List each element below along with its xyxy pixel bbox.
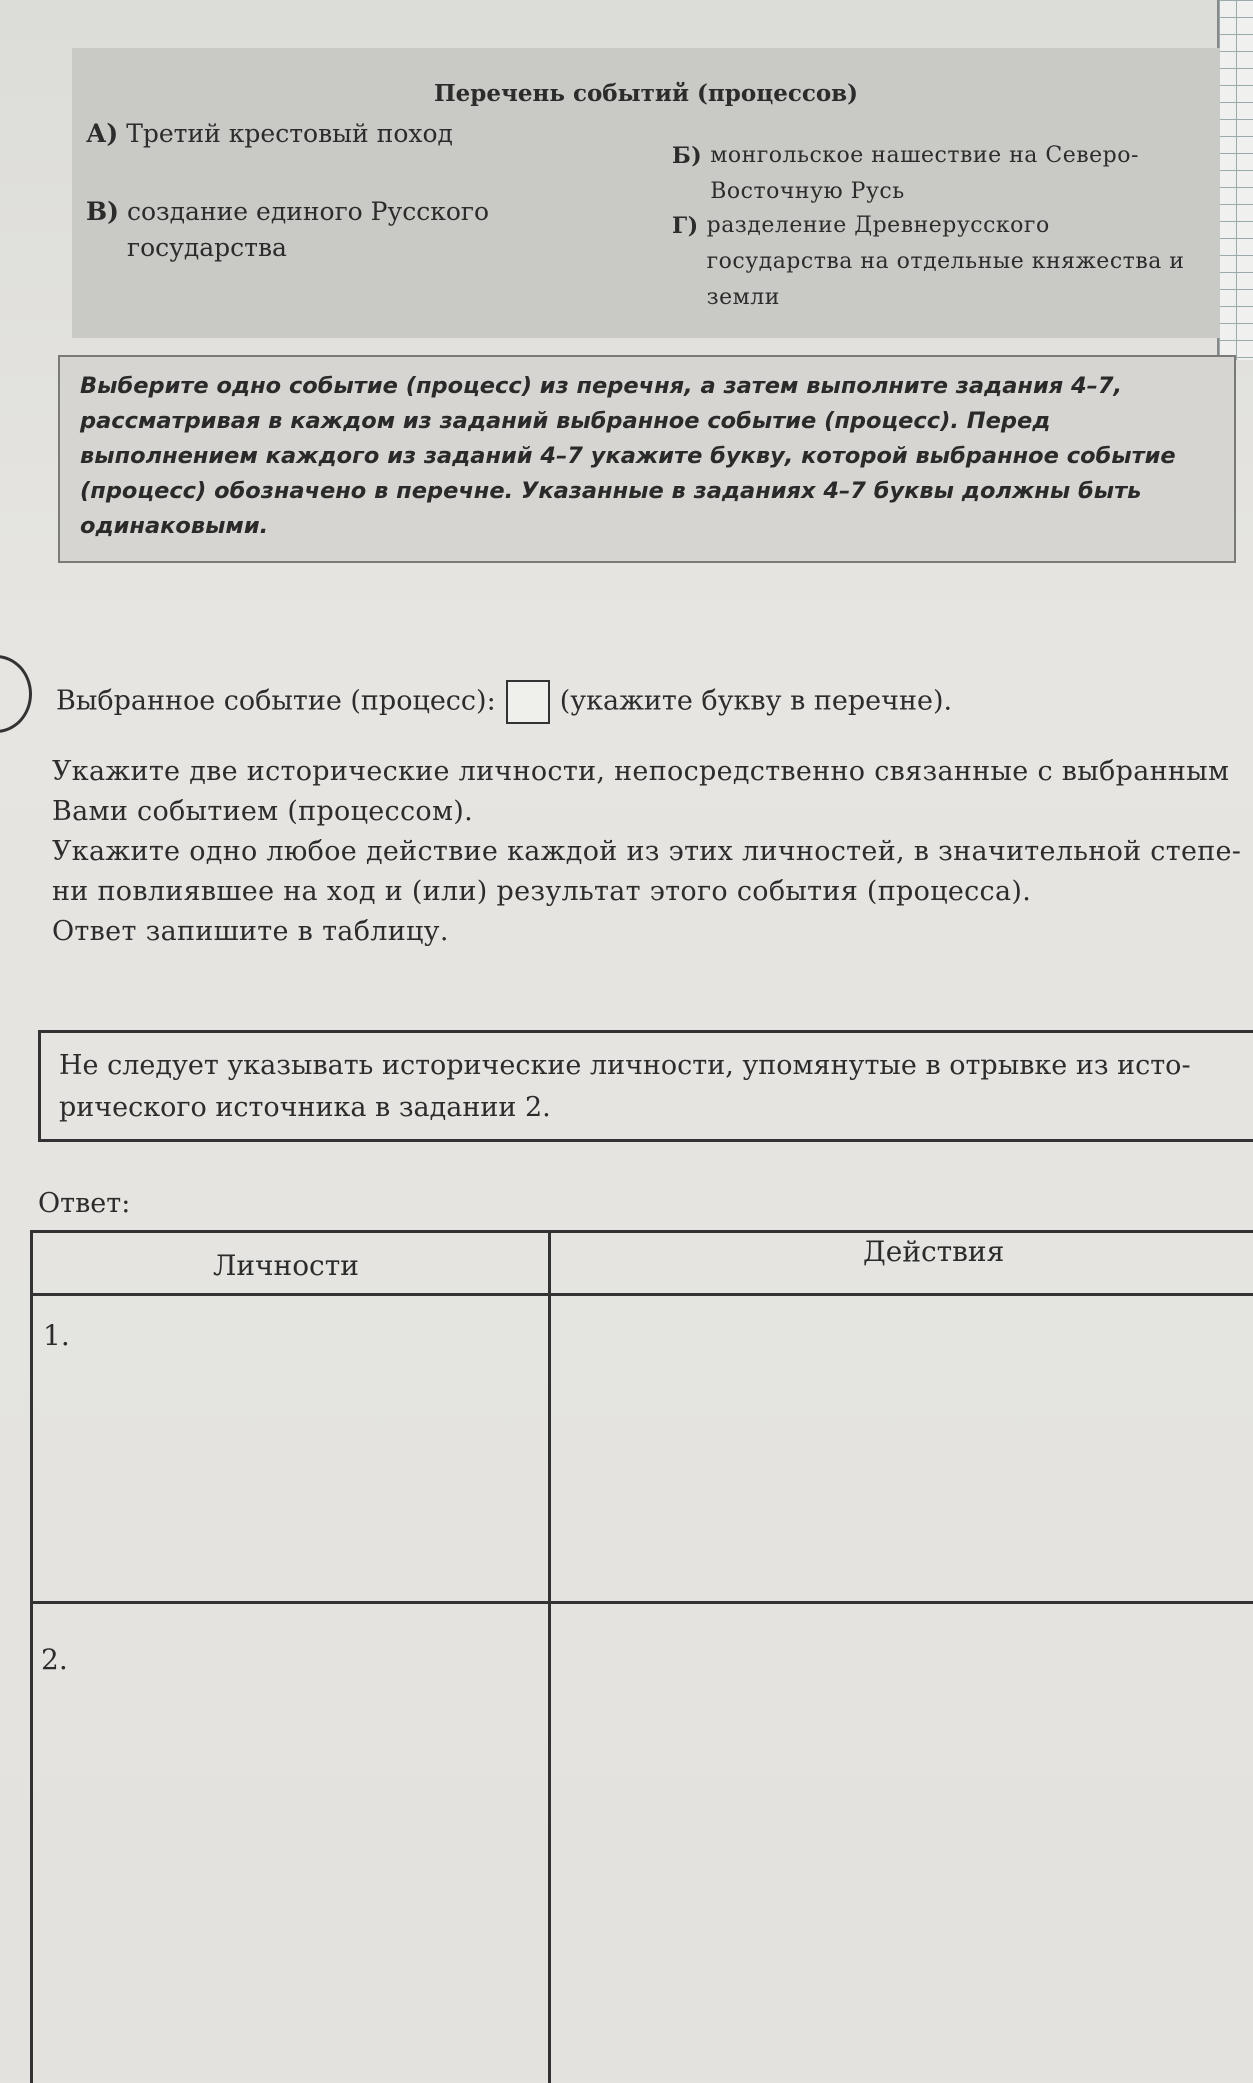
events-list-title: Перечень событий (процессов): [433, 80, 859, 107]
table-column-divider: [548, 1233, 551, 2083]
table-header-divider: [33, 1293, 1253, 1296]
task-line: Укажите две исторические личности, непосредственно связанные с выбранным: [52, 756, 1230, 787]
event-letter: А): [86, 119, 119, 148]
task-text: [52, 752, 1253, 952]
task-number-circle: [0, 655, 32, 733]
warning-note-box: [38, 1030, 1253, 1142]
task-line: Укажите одно любое действие каждой из этих личностей, в значительной степе-: [52, 836, 1242, 867]
events-list-box: [72, 48, 1220, 338]
chosen-event-label: Выбранное событие (процесс):: [56, 685, 496, 717]
chosen-event-hint: (укажите букву в перечне).: [559, 685, 953, 717]
answer-label: Ответ:: [38, 1188, 131, 1219]
grid-paper-edge: [1217, 0, 1253, 360]
task-line: Ответ запишите в таблицу.: [52, 916, 449, 947]
event-letter: В): [86, 197, 119, 226]
answer-table: [30, 1230, 1253, 2083]
row-number-2: 2.: [41, 1643, 68, 1676]
event-letter: Г): [672, 213, 699, 239]
note-line: Не следует указывать исторические личности, упомянутые в отрывке из исто-: [59, 1050, 1191, 1081]
chosen-letter-box[interactable]: [506, 680, 550, 724]
event-letter: Б): [672, 143, 703, 169]
event-text: монгольское нашествие на Северо-Восточную Русь: [710, 143, 1139, 204]
header-actions: Действия: [863, 1235, 1005, 1268]
table-row-divider: [33, 1601, 1253, 1604]
event-item-a: [86, 116, 586, 152]
task-line: ни повлиявшее на ход и (или) результат этого события (процесса).: [52, 876, 1032, 907]
event-text: разделение Древнерусского государства на отдельные княжества и земли: [706, 213, 1185, 310]
event-text: создание единого Русского государства: [126, 197, 490, 262]
event-item-g: [672, 208, 1192, 316]
event-item-v: [86, 194, 526, 266]
note-line: рического источника в задании 2.: [59, 1092, 551, 1123]
header-persons: Личности: [213, 1249, 359, 1282]
task-line: Вами событием (процессом).: [52, 796, 473, 827]
instructions-box: Выберите одно событие (процесс) из перечня, а затем выполните задания 4–7, рассматривая в каждом из заданий выбранное событие (процесс). Перед выполнением каждого из заданий 4–7 укажите букву, которой выбранное событие (процесс) обозначено в перечне. Указанные в заданиях 4–7 буквы должны быть одинаковыми.: [58, 355, 1236, 563]
event-text: Третий крестовый поход: [126, 119, 453, 148]
event-item-b: [672, 138, 1192, 210]
row-number-1: 1.: [43, 1319, 70, 1352]
chosen-event-line: [56, 680, 952, 724]
